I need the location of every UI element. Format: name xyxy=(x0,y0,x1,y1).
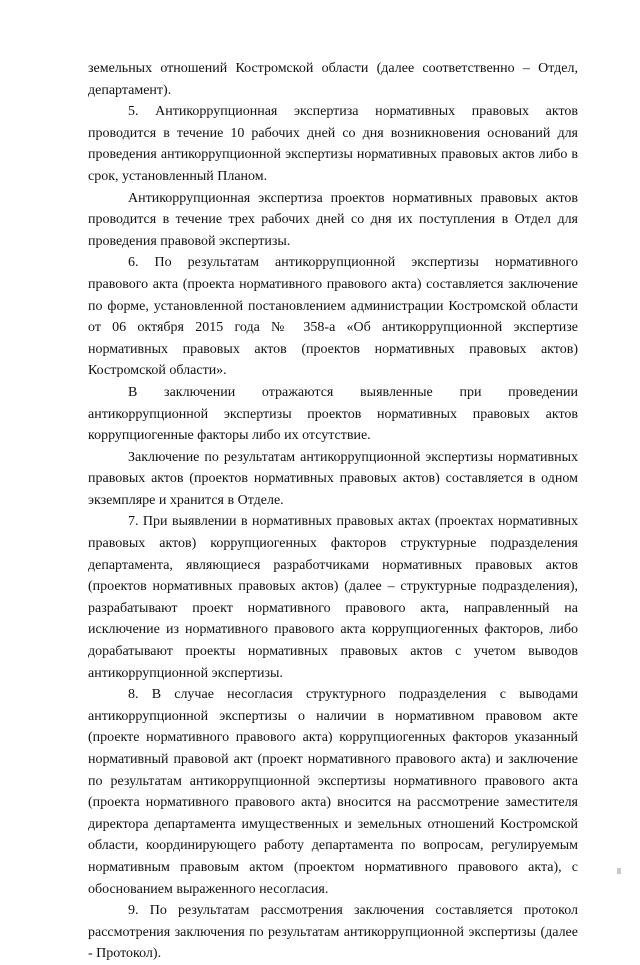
paragraph-item-8: 8. В случае несогласия структурного подразделения с выводами антикоррупционной экспертизы о наличии в нормативном правовом акте (проекте нормативного правового акта) коррупциогенных факторов указанный нормативный правовой акт (проект нормативного правового акта) и заключение по результатам антикоррупционной экспертизы нормативного правового акта (проекта нормативного правового акта) вносится на рассмотрение заместителя директора департамента имущественных и земельных отношений Костромской области, координирующего работу департамента по вопросам, регулируемым нормативным правовым актом (проектом нормативного правового акта), с обоснованием выраженного несогласия. xyxy=(88,687,578,897)
paragraph: Антикоррупционная экспертиза проектов нормативных правовых актов проводится в течение трех рабочих дней со дня их поступления в Отдел для проведения правовой экспертизы. xyxy=(88,190,578,249)
paragraph-item-6: 6. По результатам антикоррупционной экспертизы нормативного правового акта (проекта нормативного правового акта) составляется заключение по форме, установленной постановлением администрации Костромской области от 06 октября 2015 года № 358-а «Об антикоррупционной экспертизе нормативных правовых актов (проектов нормативных правовых актов) Костромской области». xyxy=(88,255,578,379)
paragraph: земельных отношений Костромской области (далее соответственно – Отдел, департамент). xyxy=(88,61,578,98)
paragraph-item-9: 9. По результатам рассмотрения заключения составляется протокол рассмотрения заключения по результатам антикоррупционной экспертизы (далее - Протокол). xyxy=(88,903,578,962)
paragraph: В заключении отражаются выявленные при проведении антикоррупционной экспертизы проектов нормативных правовых актов коррупциогенные факторы либо их отсутствие. xyxy=(88,384,578,444)
scan-mark xyxy=(617,868,621,874)
document-page xyxy=(88,58,578,965)
paragraph: Заключение по результатам антикоррупционной экспертизы нормативных правовых актов (проектов нормативных правовых актов) составляется в одном экземпляре и хранится в Отделе. xyxy=(88,449,578,508)
paragraph-item-7: 7. При выявлении в нормативных правовых актах (проектах нормативных правовых актов) коррупциогенных факторов структурные подразделения департамента, являющиеся разработчиками нормативных правовых актов (проектов нормативных правовых актов) (далее – структурные подразделения), разрабатывают проект нормативного правового акта, направленный на исключение из нормативного правового акта коррупциогенных факторов, либо дорабатывают проекты нормативных правовых актов с учетом выводов антикоррупционной экспертизы. xyxy=(88,514,578,681)
paragraph-item-5: 5. Антикоррупционная экспертиза нормативных правовых актов проводится в течение 10 рабочих дней со дня возникновения оснований для проведения антикоррупционной экспертизы нормативных правовых актов либо в срок, установленный Планом. xyxy=(88,104,578,184)
